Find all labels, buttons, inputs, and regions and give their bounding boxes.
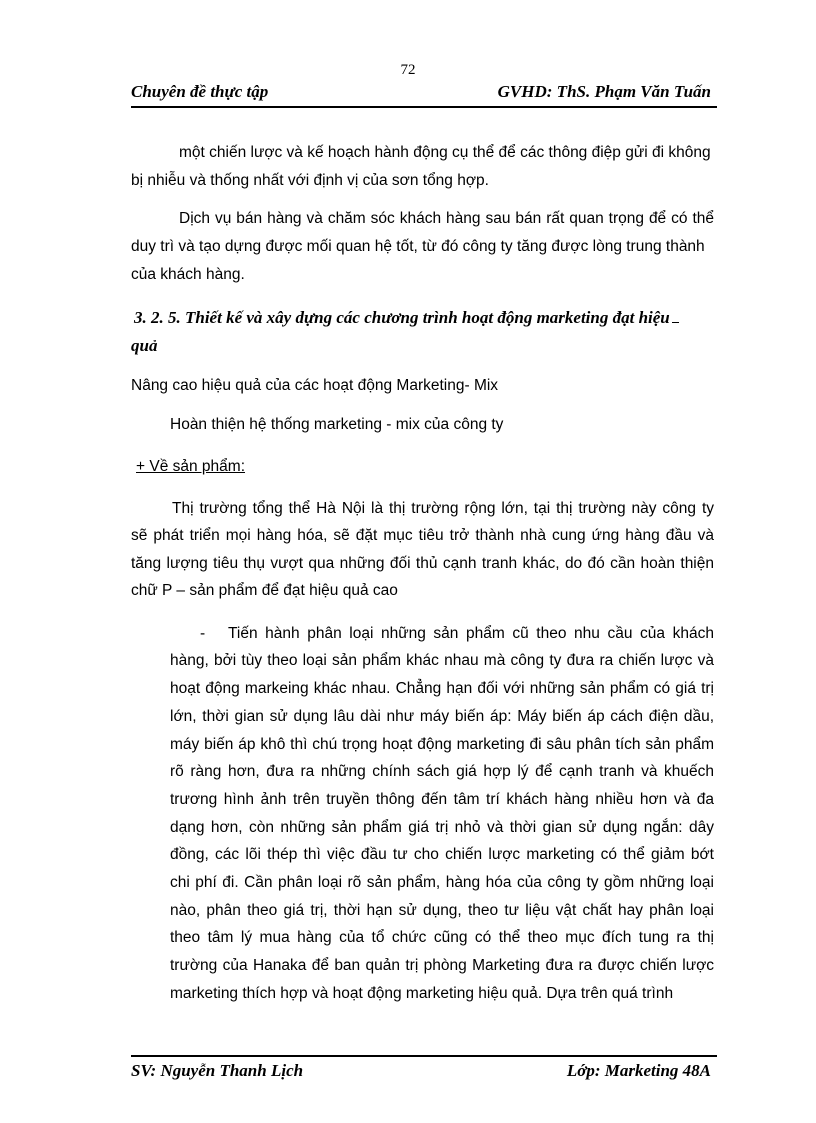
bullet-line: lớn, thời gian sử dụng lâu dài như máy biến áp: Máy biến áp cách điện dầu,: [170, 708, 714, 725]
bullet-line: theo tâm lý mua hàng của tổ chức cũng có thể theo mục đích tung ra thị: [170, 929, 714, 946]
paragraph-line: tăng lượng tiêu thụ vượt qua những đối thủ cạnh tranh khác, do đó cần hoàn thiện: [131, 555, 714, 572]
bullet-line: trường của Hanaka để ban quản trị phòng Marketing đưa ra được chiến lược: [170, 957, 714, 974]
paragraph-line: Dịch vụ bán hàng và chăm sóc khách hàng sau bán rất quan trọng để có thể: [179, 210, 714, 227]
section-heading-cont: quả: [131, 336, 158, 355]
header-course-title: Chuyên đề thực tập: [131, 82, 269, 101]
bullet-line: đồng, các lõi thép thì việc đầu tư cho chiến lược marketing có thể giảm bớt: [170, 846, 714, 863]
footer-student: SV: Nguyễn Thanh Lịch: [131, 1061, 304, 1080]
paragraph-line: chữ P – sản phẩm để đạt hiệu quả cao: [131, 582, 398, 599]
bullet-line: marketing thích hợp và hoạt động marketing hiệu quả. Dựa trên quá trình: [170, 985, 674, 1002]
bullet-line: trương hình ảnh trên truyền thông đến tâm trí khách hàng nhiều hơn và đa: [170, 791, 714, 808]
bullet-line: dạng hơn, còn những sản phẩm giá trị nhỏ và thời gian sử dụng ngắn: dây: [170, 819, 714, 836]
bullet-line: Tiến hành phân loại những sản phẩm cũ theo nhu cầu của khách: [228, 625, 714, 642]
paragraph-line: sẽ phát triển mọi hàng hóa, sẽ đặt mục tiêu trở thành nhà cung ứng hàng đầu và: [131, 527, 714, 544]
paragraph-line: bị nhiễu và thống nhất với định vị của sơn tổng hợp.: [131, 172, 489, 189]
footer-class: Lớp: Marketing 48A: [566, 1061, 711, 1080]
underline-mark: [672, 308, 679, 323]
bullet-line: nào, phân theo giá trị, thời hạn sử dụng, theo tư liệu vật chất hay phân loại: [170, 902, 714, 919]
bullet-line: hoạt động markeing khác nhau. Chẳng hạn đối với những sản phẩm có giá trị: [170, 680, 714, 697]
page-footer: [131, 1055, 717, 1083]
bullet-dash: -: [200, 625, 206, 642]
paragraph-line: một chiến lược và kế hoạch hành động cụ thể để các thông điệp gửi đi không: [179, 144, 711, 161]
paragraph-line: của khách hàng.: [131, 266, 245, 283]
section-heading: [134, 308, 679, 328]
paragraph-line: Thị trường tổng thể Hà Nội là thị trường rộng lớn, tại thị trường này công ty: [172, 500, 714, 517]
bullet-line: chi phí đi. Cần phân loại rõ sản phẩm, hàng hóa của công ty gồm những loại: [170, 874, 714, 891]
subheading-product: + Về sản phẩm:: [136, 458, 245, 475]
header-supervisor: GVHD: ThS. Phạm Văn Tuấn: [497, 82, 711, 101]
page-number: 72: [400, 62, 416, 78]
text-line: Nâng cao hiệu quả của các hoạt động Marketing- Mix: [131, 377, 499, 394]
paragraph-line: duy trì và tạo dựng được mối quan hệ tốt, từ đó công ty tăng được lòng trung thành: [131, 238, 705, 255]
section-heading-text: 3. 2. 5. Thiết kế và xây dựng các chương trình hoạt động marketing đạt hiệu: [134, 308, 670, 327]
bullet-line: rõ ràng hơn, đưa ra những chính sách giá hợp lý để cạnh tranh và khuếch: [170, 763, 714, 780]
text-line: Hoàn thiện hệ thống marketing - mix của công ty: [170, 416, 504, 433]
bullet-line: hàng, bởi tùy theo loại sản phẩm khác nhau mà công ty đưa ra chiến lược và: [170, 652, 714, 669]
bullet-line: máy biến áp khô thì chú trọng hoạt động marketing đi sâu phân tích sản phẩm: [170, 736, 714, 753]
